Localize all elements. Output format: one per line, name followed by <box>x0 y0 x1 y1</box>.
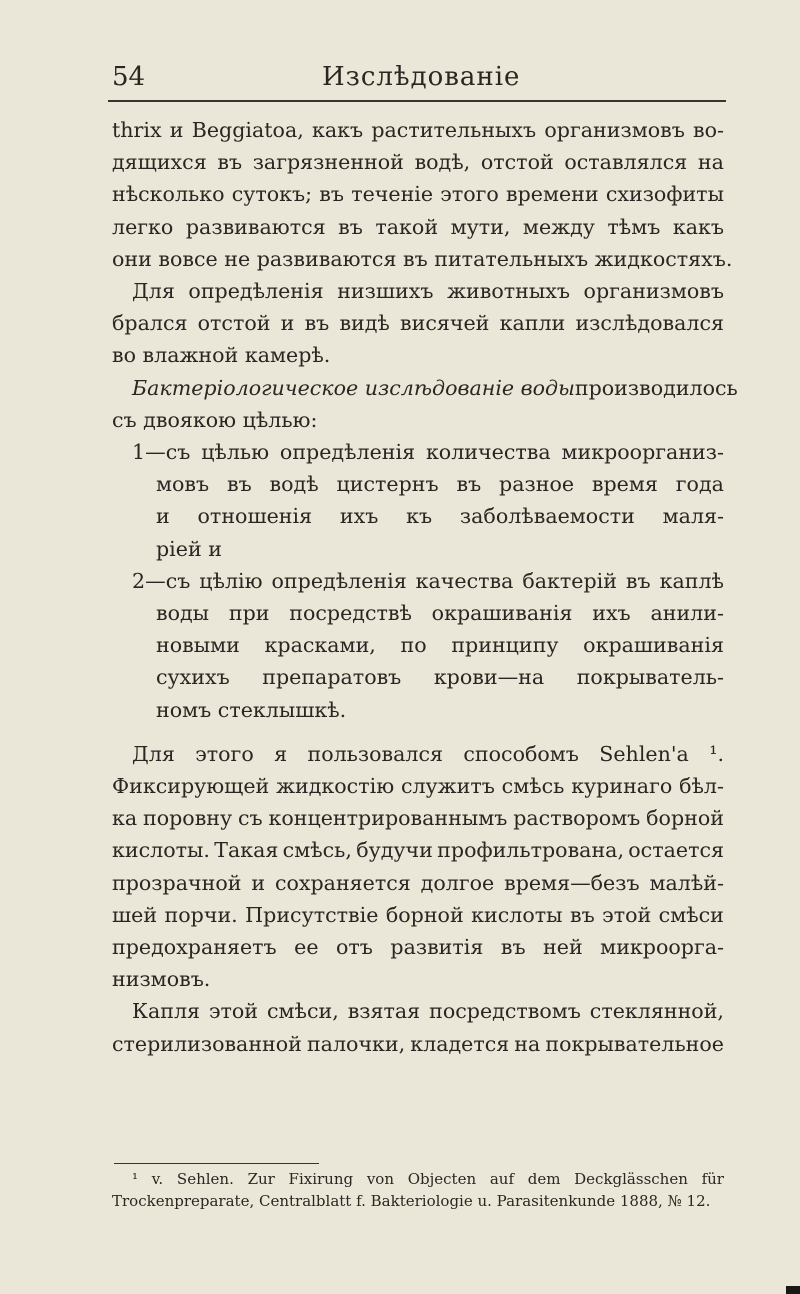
paragraph-drop <box>112 995 724 1059</box>
text-line <box>112 834 724 866</box>
word: организмовъ <box>544 118 685 142</box>
text-run: производилось <box>574 375 738 400</box>
text-line <box>112 275 724 307</box>
paragraph-gap <box>112 726 724 738</box>
header-rule <box>108 100 726 102</box>
word: смѣси <box>658 902 724 927</box>
word: красками, <box>264 633 376 658</box>
word: Sehlen'а <box>599 741 689 766</box>
word: и <box>280 311 295 336</box>
word: малѣй- <box>649 870 724 895</box>
word: въ <box>338 214 363 239</box>
word: v. <box>151 1170 164 1188</box>
word: für <box>701 1170 724 1188</box>
text-line <box>112 867 724 899</box>
word: отношенія <box>197 504 313 529</box>
word: анили- <box>650 601 724 626</box>
text-line <box>112 500 724 532</box>
word: Beggiatoa, <box>191 118 304 142</box>
word: легко <box>112 214 174 239</box>
paragraph-continuation <box>112 114 733 275</box>
footnote-rule <box>114 1163 319 1164</box>
text-line <box>112 995 724 1027</box>
text-line <box>112 597 724 629</box>
word: покрывательное <box>545 1031 724 1056</box>
word: дящихся <box>112 150 207 175</box>
word: Zur <box>247 1170 275 1188</box>
text-line <box>112 931 724 963</box>
word: будучи <box>356 838 433 863</box>
word: взятая <box>347 999 421 1024</box>
word: оставлялся <box>564 150 688 175</box>
word: новыми <box>156 633 240 658</box>
paragraph-zoology <box>112 275 724 372</box>
word: Капля <box>132 999 201 1024</box>
word: опредѣленія <box>279 440 416 465</box>
word: бактерій <box>522 568 617 593</box>
footnote-line <box>112 1168 724 1190</box>
word: воды <box>156 601 210 626</box>
text-line <box>112 211 724 243</box>
word: развиваются <box>185 214 326 239</box>
word: ее <box>294 935 319 960</box>
word: способомъ <box>463 741 579 766</box>
page-header <box>112 62 722 100</box>
word: къ <box>406 504 433 529</box>
word: микроорганиз- <box>561 440 724 465</box>
word: каплѣ <box>659 568 724 593</box>
footnote-line: Trockenpreparate, Centralblatt f. Bakteriologie u. Parasitenkunde 1888, № 12. <box>112 1192 711 1210</box>
word: отъ <box>336 935 373 960</box>
word: въ <box>456 472 482 497</box>
text-line: номъ стеклышкѣ. <box>156 697 347 722</box>
page-number: 54 <box>112 62 146 92</box>
word: и <box>169 118 184 142</box>
word: какъ <box>312 118 364 142</box>
word: посредствомъ <box>429 999 581 1024</box>
word: этого <box>440 182 499 207</box>
word: этой <box>602 902 652 927</box>
text-line: съ двоякою цѣлью: <box>112 407 318 432</box>
word: концентрированнымъ <box>268 806 508 831</box>
word: въ <box>500 935 526 960</box>
word: микроорга- <box>600 935 724 960</box>
word: организмовъ <box>583 279 724 304</box>
word: въ <box>304 311 330 336</box>
word: какъ <box>672 214 724 239</box>
word: thrix <box>112 118 162 142</box>
word: Sehlen. <box>176 1170 234 1188</box>
word: Фиксирующей <box>112 774 270 799</box>
word: мовъ <box>156 472 210 497</box>
word: низшихъ <box>337 279 434 304</box>
word: и <box>251 870 266 895</box>
list-item-2 <box>112 565 724 726</box>
word: auf <box>489 1170 514 1188</box>
list-item-1 <box>112 436 724 565</box>
word: сухихъ <box>156 665 230 690</box>
word: между <box>522 214 595 239</box>
word: куринаго <box>571 774 673 799</box>
word: въ <box>226 472 252 497</box>
word: нѣсколько <box>112 182 225 207</box>
word: долгое <box>420 870 495 895</box>
word: водѣ, <box>414 150 471 175</box>
word: кислоты <box>471 902 563 927</box>
word: бѣл- <box>679 774 724 799</box>
word: на <box>514 1031 541 1056</box>
text-line <box>112 146 724 178</box>
word: окрашиванія <box>431 601 573 626</box>
word: посредствѣ <box>289 601 412 626</box>
word: заболѣваемости <box>459 504 635 529</box>
text-line <box>112 307 724 339</box>
text-line: они вовсе не развиваются въ питательныхъ жидкостяхъ. <box>112 246 733 271</box>
word: ¹. <box>709 741 724 766</box>
word: загрязненной <box>252 150 404 175</box>
word: порчи. <box>164 902 238 927</box>
word: капли <box>499 311 566 336</box>
word: Присутствіе <box>245 902 379 927</box>
word: опредѣленія <box>271 568 407 593</box>
word: стеклянной, <box>589 999 724 1024</box>
word: Fixirung <box>288 1170 354 1188</box>
word: отстой <box>197 311 271 336</box>
word: развитія <box>390 935 484 960</box>
word: 2—съ <box>132 568 191 593</box>
word: Такая <box>214 838 279 863</box>
word: покрыватель- <box>576 665 724 690</box>
word: въ <box>217 150 243 175</box>
word: препаратовъ <box>262 665 402 690</box>
word: этого <box>195 741 254 766</box>
word: крови—на <box>433 665 545 690</box>
word: профильтрована, <box>437 838 624 863</box>
word: шей <box>112 902 158 927</box>
word: видѣ <box>339 311 390 336</box>
word: Для <box>132 279 175 304</box>
text-line <box>112 661 724 693</box>
word: времени <box>506 182 599 207</box>
word: и <box>156 504 170 529</box>
word: пользовался <box>307 741 443 766</box>
text-line: ріей и <box>156 536 222 561</box>
word: смѣси, <box>266 999 339 1024</box>
text-line <box>112 436 724 468</box>
word: борной <box>646 806 724 831</box>
text-line <box>112 738 724 770</box>
word: съ <box>238 806 263 831</box>
word: года <box>675 472 724 497</box>
word: цѣлью <box>201 440 270 465</box>
word: ихъ <box>592 601 631 626</box>
paragraph-method <box>112 738 724 996</box>
word: растворомъ <box>513 806 641 831</box>
word: смѣсь <box>501 774 565 799</box>
text-line <box>112 372 738 404</box>
text-line <box>112 629 724 661</box>
word: теченіе <box>351 182 434 207</box>
word: при <box>228 601 270 626</box>
word: водѣ <box>269 472 319 497</box>
body-text <box>112 114 738 1060</box>
word: ка <box>112 806 138 831</box>
word: на <box>697 150 724 175</box>
word: жидкостію <box>276 774 395 799</box>
text-line <box>112 178 724 210</box>
word: предохраняетъ <box>112 935 277 960</box>
word: остается <box>628 838 724 863</box>
word: dem <box>527 1170 561 1188</box>
word: опредѣленія <box>188 279 324 304</box>
paragraph-bacteriology <box>112 372 738 436</box>
text-line <box>112 114 724 146</box>
word: висячей <box>400 311 490 336</box>
word: Objecten <box>407 1170 477 1188</box>
word: схизофиты <box>605 182 724 207</box>
word: время—безъ <box>504 870 640 895</box>
word: прозрачной <box>112 870 242 895</box>
word: изслѣдовался <box>575 311 724 336</box>
text-line <box>112 770 724 802</box>
text-line: во влажной камерѣ. <box>112 343 331 368</box>
word: окрашиванія <box>583 633 724 658</box>
word: цѣлію <box>199 568 263 593</box>
word: маля- <box>662 504 724 529</box>
word: въ <box>319 182 344 207</box>
word: время <box>591 472 658 497</box>
text-line <box>112 468 724 500</box>
word: ¹ <box>132 1170 139 1188</box>
word: ихъ <box>339 504 379 529</box>
word: сутокъ; <box>231 182 313 207</box>
word: палочки, <box>306 1031 406 1056</box>
word: служитъ <box>400 774 495 799</box>
word: растительныхъ <box>371 118 537 142</box>
word: Для <box>132 741 175 766</box>
word: во- <box>693 118 724 142</box>
word: поровну <box>143 806 233 831</box>
word: такой <box>375 214 439 239</box>
word: этой <box>208 999 259 1024</box>
text-line <box>112 565 724 597</box>
text-line <box>112 802 724 834</box>
word: кислоты. <box>112 838 210 863</box>
scan-edge-mark <box>786 1286 800 1294</box>
word: качества <box>415 568 514 593</box>
word: животныхъ <box>447 279 570 304</box>
word: тѣмъ <box>607 214 661 239</box>
word: борной <box>385 902 464 927</box>
word: кладется <box>410 1031 510 1056</box>
word: отстой <box>480 150 554 175</box>
text-line: низмовъ. <box>112 967 211 992</box>
word: стерилизованной <box>112 1031 302 1056</box>
word: въ <box>625 568 651 593</box>
italic-heading: Бактеріологическое изслѣдованіе воды <box>132 375 575 400</box>
word: я <box>274 741 288 766</box>
word: von <box>366 1170 394 1188</box>
word: цистернъ <box>336 472 439 497</box>
word: мути, <box>450 214 511 239</box>
footnote <box>112 1168 724 1212</box>
word: брался <box>112 311 188 336</box>
word: количества <box>425 440 551 465</box>
running-title: Изслѣдованіе <box>322 62 521 92</box>
word: смѣсь, <box>282 838 352 863</box>
word: по <box>400 633 427 658</box>
word: разное <box>499 472 575 497</box>
word: 1—съ <box>132 440 191 465</box>
text-line <box>112 1028 724 1060</box>
word: сохраняется <box>274 870 411 895</box>
word: ней <box>543 935 583 960</box>
word: въ <box>570 902 595 927</box>
text-line <box>112 899 724 931</box>
word: Deckglässchen <box>574 1170 688 1188</box>
word: принципу <box>451 633 559 658</box>
